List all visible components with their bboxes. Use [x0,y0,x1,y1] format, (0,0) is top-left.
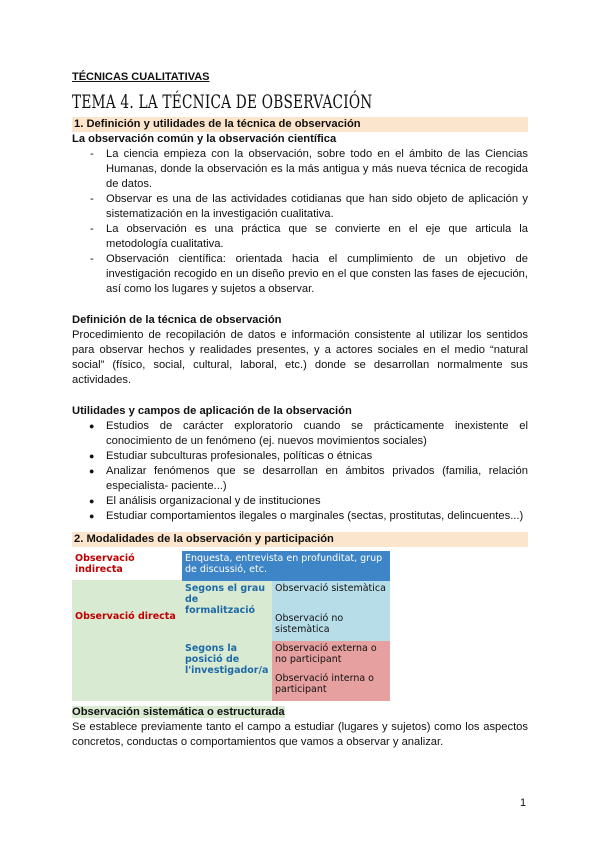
document-page [72,70,528,750]
definition-paragraph: Procedimiento de recopilación de datos e información consistente al utilizar los sentidos para observar hechos y realidades presentes, y a actores sociales en el medio “natural social” (físico, social, cultural, laboral, etc.) donde se desarrollan normalmente sus actividades. [72,329,528,386]
list-item: ● El análisis organizacional y de instituciones [72,494,528,509]
sub-heading-utilidades: Utilidades y campos de aplicación de la observación [72,405,352,417]
tema-title: TEMA 4. LA TÉCNICA DE OBSERVACIÓN [72,91,373,113]
cell-externa: Observació externa o no participant [272,641,390,671]
cell-no-sistematica: Observació no sistemàtica [272,611,390,641]
list-item: - La observación es una práctica que se convierte en el eje que articula la metodología cualitativa. [72,222,528,252]
cell-interna: Observació interna o participant [272,671,390,701]
list-item: ● Estudiar comportamientos ilegales o marginales (sectas, prostitutas, delincuentes...) [72,509,528,524]
page-number: 1 [520,797,527,809]
section2-heading: 2. Modalidades de la observación y participación [72,532,528,547]
list-item: ● Analizar fenómenos que se desarrollan en ámbitos privados (familia, relación especialista- paciente...) [72,464,528,494]
cell-indirecta: Observació indirecta [72,551,182,581]
list-item: ● Estudios de carácter exploratorio cuando se prácticamente inexistente el conocimiento de un fenómeno (ej. nuevos movimientos sociales) [72,419,528,449]
sub-heading-sistematica [72,705,528,720]
cell-sistematica: Observació sistemàtica [272,581,390,611]
list-item: - Observación científica: orientada hacia el cumplimiento de un objetivo de investigación recogido en un diseño previo en el que consten las fases de ejecución, así como los lugares y sujetos a observar. [72,252,528,297]
cell-posicio-investigador: Segons la posició de l'investigador/a [182,641,272,701]
list-item: - Observar es una de las actividades cotidianas que han sido objeto de aplicación y sistematización en la investigación cualitativa. [72,192,528,222]
list-item: ● Estudiar subculturas profesionales, políticas o étnicas [72,449,528,464]
subject-title: TÉCNICAS CUALITATIVAS [72,71,210,83]
dash-list [72,147,528,297]
section1-heading: 1. Definición y utilidades de la técnica de observación [72,117,528,132]
sub-heading-definicion: Definición de la técnica de observación [72,314,282,326]
cell-grau-formalitzacio: Segons el grau de formalització [182,581,272,641]
sub-heading-observacion-comun: La observación común y la observación científica [72,133,337,145]
list-item: - La ciencia empieza con la observación, sobre todo en el ámbito de las Ciencias Humanas, donde la observación es la más antigua y más nueva técnica de recogida de datos. [72,147,528,192]
sub-heading-sistematica-text: Observación sistemática o estructurada [72,706,285,718]
modalidades-diagram [72,551,390,701]
bullet-list [72,419,528,524]
sistematica-paragraph: Se establece previamente tanto el campo a estudiar (lugares y sujetos) como los aspectos concretos, conductas o comportamientos que vamos a observar y analizar. [72,721,528,748]
cell-enquesta: Enquesta, entrevista en profunditat, grup de discussió, etc. [182,551,390,581]
cell-directa: Observació directa [72,581,182,701]
